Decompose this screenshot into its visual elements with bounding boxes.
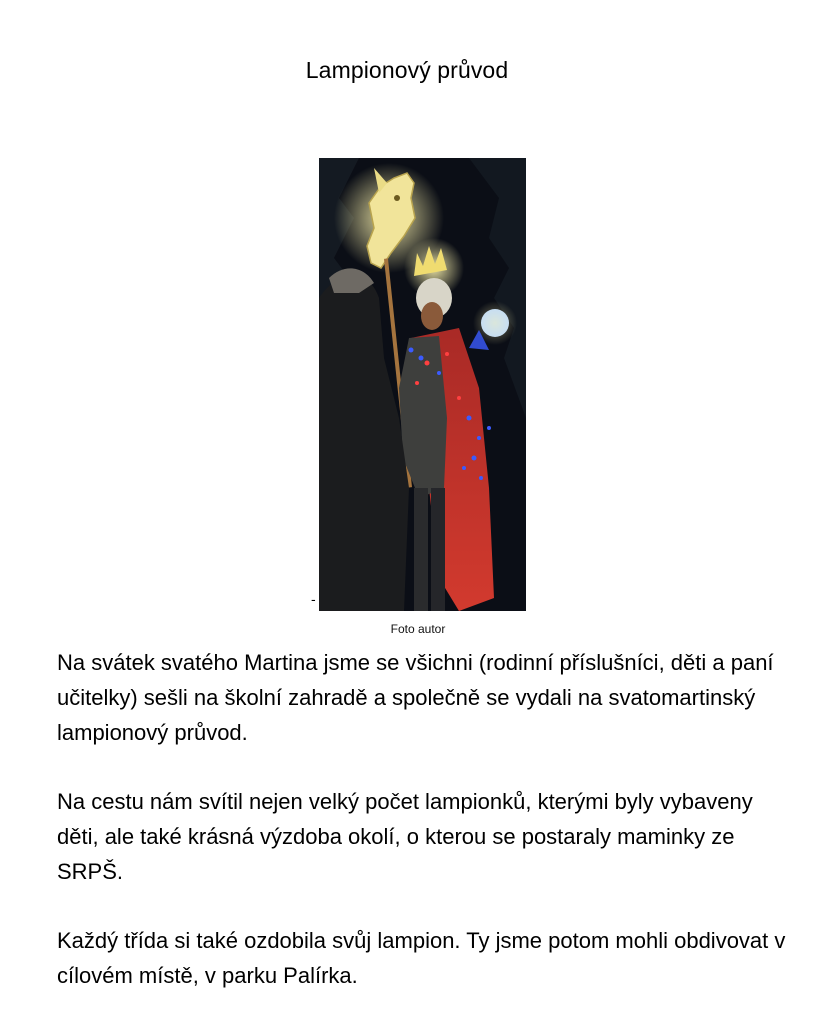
paragraph-2: Na cestu nám svítil nejen velký počet lampionků, kterými byly vybaveny děti, ale také krásná výzdoba okolí, o kterou se postaraly maminky ze SRPŠ. — [57, 789, 753, 884]
document-title: Lampionový průvod — [305, 57, 509, 83]
image-separator: - — [311, 591, 316, 607]
paragraph-3: Každý třída si také ozdobila svůj lampion. Ty jsme potom mohli obdivovat v cílovém místě, v parku Palírka. — [57, 928, 786, 988]
photo-caption: Foto autor — [390, 622, 446, 636]
photo-lantern-procession — [319, 158, 526, 611]
article-body — [57, 645, 792, 1027]
photo-illustration — [319, 158, 526, 611]
paragraph-1: Na svátek svatého Martina jsme se všichni (rodinní příslušníci, děti a paní učitelky) sešli na školní zahradě a společně se vydali na svatomartinský lampionový průvod. — [57, 650, 774, 745]
